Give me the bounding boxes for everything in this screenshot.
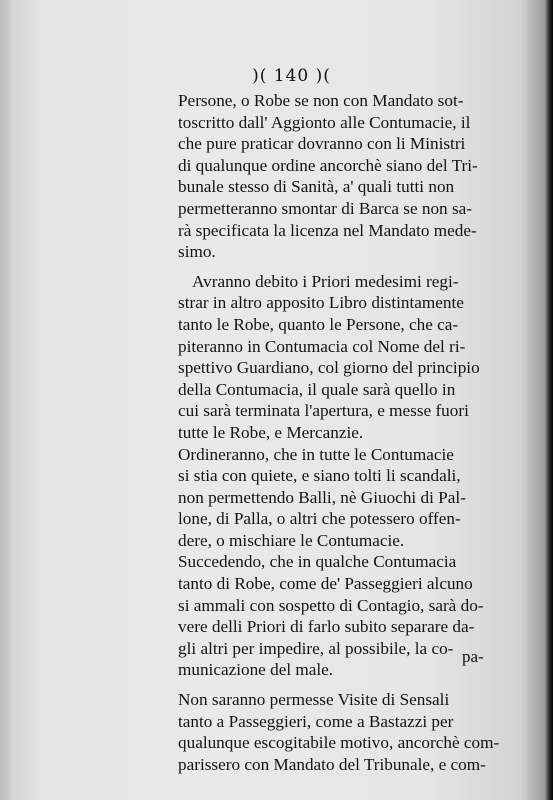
body-text [178, 90, 508, 775]
text-line: dere, o mischiare le Contumacie. [178, 530, 405, 550]
text-line: toscritto dall' Aggionto alle Contumacie, il [178, 112, 471, 132]
page-number: )( 140 )( [252, 66, 331, 86]
text-line: di qualunque ordine ancorchè siano del Tri- [178, 155, 478, 175]
text-line: strar in altro apposito Libro distintamente [178, 293, 464, 313]
text-line: tanto di Robe, come de' Passeggieri alcuno [178, 574, 473, 594]
text-line: si stia con quiete, e siano tolti li scandali, [178, 466, 461, 486]
text-line: vere delli Priori di farlo subito separare da- [178, 617, 475, 637]
text-line: lone, di Palla, o altri che potessero offen- [178, 509, 461, 529]
paragraph-4 [178, 551, 508, 681]
text-line: bunale stesso di Sanità, a' quali tutti non [178, 177, 455, 197]
text-line: non permettendo Balli, nè Giuochi di Pal- [178, 487, 466, 507]
paragraph-1 [178, 90, 508, 263]
text-line: simo. [178, 242, 216, 262]
text-line: si ammali con sospetto di Contagio, sarà do- [178, 595, 484, 615]
text-line: spettivo Guardiano, col giorno del principio [178, 358, 480, 378]
text-line: qualunque escogitabile motivo, ancorchè com- [178, 733, 500, 753]
text-line: tanto a Passeggieri, come a Bastazzi per [178, 711, 454, 731]
text-line: tanto le Robe, quanto le Persone, che ca- [178, 314, 459, 334]
text-line: Non saranno permesse Visite di Sensali [178, 690, 450, 710]
text-line: che pure praticar dovranno con li Ministri [178, 134, 466, 154]
text-line: Avranno debito i Priori medesimi regi- [192, 271, 459, 291]
text-line: tutte le Robe, e Mercanzie. [178, 422, 364, 442]
text-line: permetteranno smontar di Barca se non sa- [178, 198, 472, 218]
text-line: gli altri per impedire, al possibile, la co- [178, 638, 454, 658]
text-line: Succedendo, che in qualche Contumacia [178, 552, 457, 572]
text-line: Persone, o Robe se non con Mandato sot- [178, 91, 464, 110]
text-line: piteranno in Contumacia col Nome del ri- [178, 336, 466, 356]
catchword: pa- [462, 647, 484, 666]
page-edge-shadow [545, 0, 553, 800]
text-line: cui sarà terminata l'apertura, e messe fuori [178, 401, 469, 421]
text-line: municazione del male. [178, 660, 334, 680]
paragraph-2 [178, 271, 508, 444]
paragraph-5 [178, 689, 508, 775]
text-line: della Contumacia, il quale sarà quello in [178, 379, 456, 399]
text-line: Ordineranno, che in tutte le Contumacie [178, 444, 454, 464]
text-line: rà specificata la licenza nel Mandato mede- [178, 220, 477, 240]
text-line: parissero con Mandato del Tribunale, e com- [178, 754, 486, 774]
paragraph-3 [178, 444, 508, 552]
